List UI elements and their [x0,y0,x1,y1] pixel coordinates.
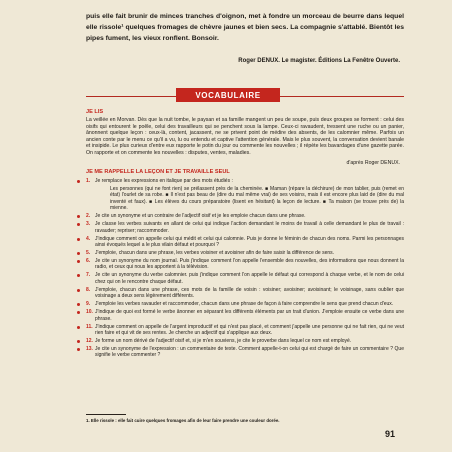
bullet-icon [77,274,80,277]
bullet-icon [77,326,80,329]
bullet-icon [77,215,80,218]
reading-passage [86,117,404,157]
page-number: 91 [385,429,396,439]
intro-credit: Roger DENUX. Le magister. Éditions La Fenêtre Ouverte. [238,58,400,64]
exercise-number: 7. [86,272,91,279]
exercise-text: Je cite un synonyme et un contraire de l'adjectif oisif et je les emploie chacun dans une phrase. [95,213,306,220]
exercise-item [86,287,404,300]
exercise-text: J'indique comment on appelle de l'argent improductif et qui n'est pas placé, et comment j'appelle une personne qui ne fait rien, qui ne veut rien faire et qui vit de ses rentes. Je cherche un adjectif qui s'applique aux deux. [95,323,404,337]
exercise-text: Je cite un synonyme du nom journal. Puis j'indique comment l'on appelle l'ensemble des nouvelles, des informations que nous donnent la radio, et ceux qui nous les apportent à la télévision. [95,258,404,271]
exercise-item [86,258,404,271]
bullet-icon [77,252,80,255]
exercise-number: 8. [86,286,91,293]
vocab-heading: VOCABULAIRE [176,88,280,102]
exercise-item [86,221,404,234]
bullet-icon [77,260,80,263]
exercise-number: 2. [86,213,91,220]
exercise-number: 1. [86,178,91,184]
exercise-item [86,272,404,285]
bullet-icon [77,223,80,226]
bullet-icon [77,289,80,292]
exercise-text: Je forme un nom dérivé de l'adjectif oisif et, si je m'en souviens, je cite le proverbe dans lequel ce nom est employé. [95,338,352,345]
exercise-number: 10. [86,309,93,316]
vocab-rule-left [86,96,176,97]
footnote: 1. Elle rissole : elle fait cuire quelques fromages afin de leur faire prendre une couleur dorée. [86,418,280,423]
exercise-text: Je classe les verbes suivants en allant de celui qui indique l'action demandant le moins de travail à celle demandant le plus de travail : ravauder; repriser; raccommoder. [95,221,404,234]
footnote-rule [86,414,126,415]
reading-source: d'après Roger DENUX. [346,160,400,166]
exercise-item [86,178,404,184]
bullet-icon [77,340,80,343]
intro-text: puis elle fait brunir de minces tranches d'oignon, met à fondre un morceau de beurre dans lequel elle rissole¹ quelques fromages de chèvre jaunes et bien secs. La compagnie s'attablé. Bientôt les pipes fument, les vieux ronflent. Bonsoir. [86,13,404,43]
section-title-read: JE LIS [86,109,104,115]
reading-text: La veillée en Morvan. Dès que la nuit tombe, le paysan et sa famille mangent un peu de soupe, puis deux groupes se forment : celui des oisifs qui entourent le poêle, celui des travailleurs qui se penchent sous la lampe. Ceux-ci ravaudent, tressent une ruche ou un panier, ânonnent quelque leçon : ceux-là, content, jacassent, ne se privent point de médire des absents, de les calomnier même. Parfois un ancien conte par le menu ce qu'il a vu, lu ou entendu et captive l'attention générale. Mais le plus souvent, la conversation devient banale et insipide. Le plus curieux d'entre eux rapporte le potin du jour ou commente les nouvelles ; il répète les bavardages d'une gazette parée. On rapporte et on commente les nouvelles : disputes, ventes, maladies. [86,117,404,156]
exercise-text: Je cite un synonyme du verbe calomnier. puis j'indique comment l'on appelle le défaut qui correspond à chaque verbe, et le nom de celui chez qui on le rencontre chaque défaut. [95,272,404,285]
exercise-item [86,250,404,256]
bullet-icon [77,238,80,241]
exercise-text: J'emploie, chacun dans une phrase, ces mots de la famille de voisin : voisiner; avoisiner; avoisinant; le voisinage, sans oublier que voisinage a deux sens légèrement différents. [95,286,404,300]
exercise-list [86,178,404,360]
bullet-icon [77,303,80,306]
exercise-number: 6. [86,258,91,265]
bullet-icon [77,180,80,183]
exercise-item [86,236,404,249]
intro-passage [86,11,404,45]
exercise-number: 4. [86,235,91,242]
exercise-number: 13. [86,346,93,353]
exercise-text: Les personnes (qui ne font rien) se prélassent près de la cheminée. ■ Maman (répare la déchirure) de mon tablier, puis (remet en état) l'ourlet de sa robe. ■ Il n'est pas beau de (dire du mal même vrai) de ses voisins, mais il est encore plus laid de (dire du mal inventé et faux). ■ Les élèves du cours préparatoire (lisent en hésitant) la leçon de lecture. ■ Ta maison (se trouve près de) la mienne. [110,186,404,212]
exercise-item [86,346,404,359]
vocab-rule-right [280,96,404,97]
exercise-item [86,338,404,344]
exercise-item [86,186,404,212]
exercise-number: 11. [86,323,93,330]
exercise-text: J'emploie les verbes ravauder et raccommoder, chacun dans une phrase de façon à faire comprendre le sens que prend chacun d'eux. [95,301,394,308]
section-title-exercises: JE ME RAPPELLE LA LEÇON ET JE TRAVAILLE SEUL [86,169,230,175]
exercise-number: 3. [86,221,91,228]
exercise-item [86,324,404,337]
exercise-text: Je cite un synonyme de l'expression : un commentaire de texte. Comment appelle-t-on celui qui est chargé de faire un commentaire ? Que signifie le verbe commenter ? [95,346,404,359]
exercise-text: J'emploie, chacun dans une phrase, les verbes voisiner et avoisiner afin de faire saisir la différence de sens. [95,250,335,257]
exercise-text: J'indique de quoi est formé le verbe ânonner en séparant les différents éléments par un trait d'union. J'emploie ensuite ce verbe dans une phrase. [95,309,404,322]
exercise-item [86,213,404,219]
exercise-item [86,301,404,307]
exercise-text: Je remplace les expressions en italique par des mots étudiés : [95,178,233,184]
exercise-number: 9. [86,301,91,308]
bullet-icon [77,348,80,351]
exercise-text: J'indique comment on appelle celui qui médit et celui qui calomnie. Puis je donne le féminin de chacun des noms. Parmi les personnages ainsi évoqués lequel a le plus vilain défaut et pourquoi ? [95,235,404,249]
exercise-number: 12. [86,338,93,345]
bullet-icon [77,311,80,314]
exercise-item [86,309,404,322]
exercise-number: 5. [86,250,91,257]
